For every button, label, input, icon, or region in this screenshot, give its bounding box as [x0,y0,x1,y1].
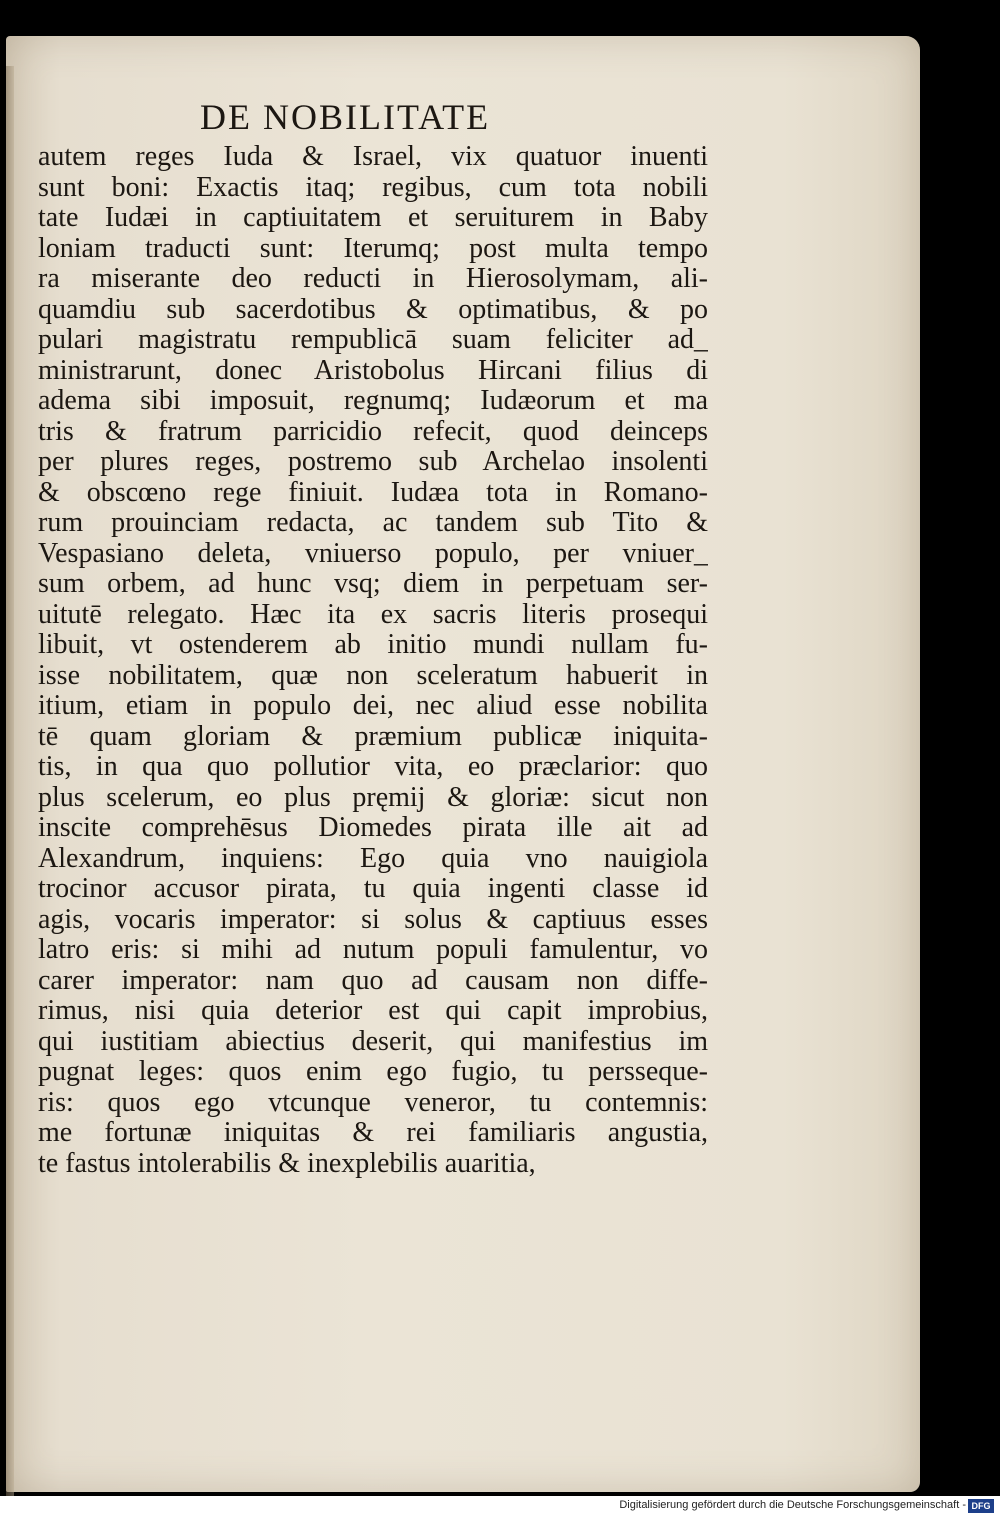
text-line: Vespasiano deleta, vniuerso populo, per vniuer_ [38,538,708,569]
text-line: quamdiu sub sacerdotibus & optimatibus, & po [38,294,708,325]
text-line: autem reges Iuda & Israel, vix quatuor inuenti [38,142,708,172]
text-line: ra miserante deo reducti in Hierosolymam, ali- [38,264,708,294]
text-line: sum orbem, ad hunc vsq; diem in perpetuam ser- [38,569,708,599]
footer [0,1496,1000,1518]
text-line: libuit, vt ostenderem ab initio mundi nullam fu- [38,630,708,660]
text-line: agis, vocaris imperator: si solus & captiuus esses [38,904,708,935]
text-line: plus scelerum, eo plus pręmij & gloriæ: sicut non [38,782,708,813]
text-line: uitutē relegato. Hæc ita ex sacris literis prosequi [38,599,708,630]
text-line: rum prouinciam redacta, ac tandem sub Tito & [38,508,708,538]
text-line: isse nobilitatem, quæ non sceleratum habuerit in [38,660,708,691]
text-line: ministrarunt, donec Aristobolus Hircani filius di [38,355,708,386]
text-line: tis, in qua quo pollutior vita, eo præclarior: quo [38,752,708,782]
text-line: tris & fratrum parricidio refecit, quod deinceps [38,416,708,447]
page-edge [6,66,14,1506]
text-line: itium, etiam in populo dei, nec aliud esse nobilita [38,691,708,721]
text-line: Alexandrum, inquiens: Ego quia vno nauigiola [38,843,708,874]
text-line: carer imperator: nam quo ad causam non diffe- [38,965,708,996]
text-block [38,142,708,1179]
running-head: DE NOBILITATE [200,97,491,137]
text-line: per plures reges, postremo sub Archelao insolenti [38,447,708,477]
text-line: qui iustitiam abiectius deserit, qui manifestius im [38,1026,708,1057]
text-line: tē quam gloriam & præmium publicæ iniquita- [38,721,708,752]
text-line: pulari magistratu rempublicā suam feliciter ad_ [38,325,708,355]
text-line: me fortunæ iniquitas & rei familiaris angustia, [38,1118,708,1148]
text-line: pugnat leges: quos enim ego fugio, tu persseque- [38,1057,708,1087]
text-line: te fastus intolerabilis & inexplebilis auaritia, [38,1148,536,1179]
text-line: trocinor accusor pirata, tu quia ingenti classe id [38,874,708,904]
text-line: adema sibi imposuit, regnumq; Iudæorum et ma [38,386,708,416]
text-line: latro eris: si mihi ad nutum populi famulentur, vo [38,935,708,965]
text-line: rimus, nisi quia deterior est qui capit improbius, [38,996,708,1026]
text-line: tate Iudæi in captiuitatem et seruiturem in Baby [38,203,708,233]
text-line: ris: quos ego vtcunque veneror, tu contemnis: [38,1087,708,1118]
text-line: inscite comprehēsus Diomedes pirata ille ait ad [38,813,708,843]
dfg-logo: DFG [968,1499,994,1513]
text-line: & obscœno rege finiuit. Iudæa tota in Romano- [38,477,708,508]
text-line: sunt boni: Exactis itaq; regibus, cum tota nobili [38,172,708,203]
text-line: loniam traducti sunt: Iterumq; post multa tempo [38,233,708,264]
footer-credit: Digitalisierung gefördert durch die Deutsche Forschungsgemeinschaft - [619,1499,966,1511]
